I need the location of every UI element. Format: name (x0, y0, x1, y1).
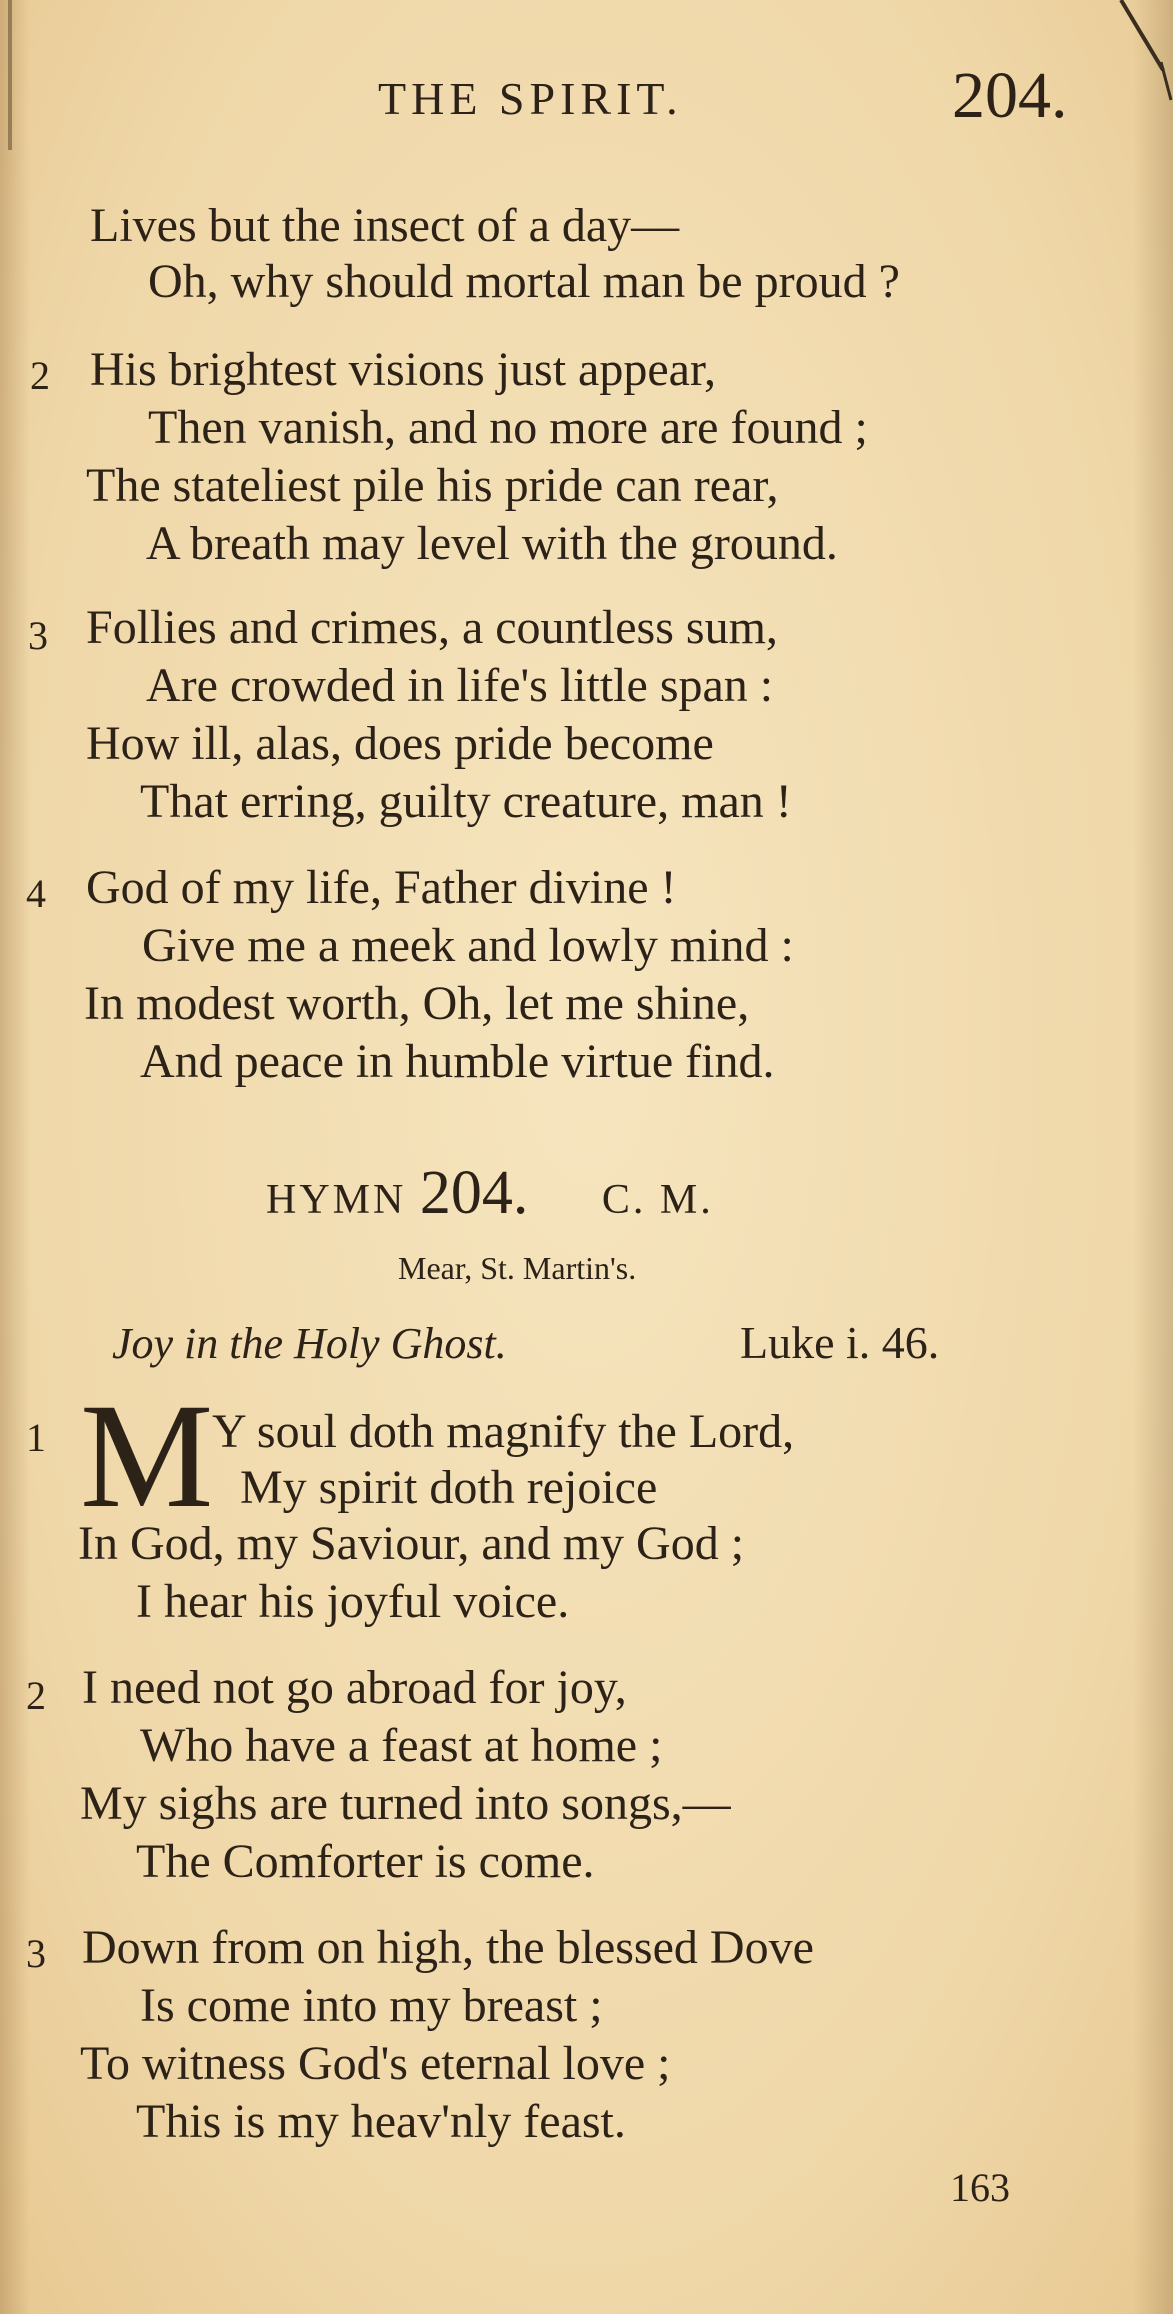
verse-line: And peace in humble virtue find. (140, 1035, 775, 1088)
verse-line: Give me a meek and lowly mind : (142, 919, 794, 972)
page-number: 163 (950, 2165, 1010, 2210)
verse-line: The stateliest pile his pride can rear, (86, 459, 779, 512)
continuation-line-2: Oh, why should mortal man be proud ? (148, 255, 900, 308)
verse-line: A breath may level with the ground. (146, 517, 838, 570)
hymn-heading (266, 1158, 714, 1229)
page-corner-mark (1113, 0, 1173, 110)
verse-line: How ill, alas, does pride become (86, 717, 714, 770)
hymn-subject: Joy in the Holy Ghost. (112, 1319, 507, 1368)
verse-number: 1 (26, 1415, 46, 1460)
verse-number: 4 (26, 871, 46, 916)
hymn-label: HYMN (266, 1177, 407, 1223)
verse-line: My sighs are turned into songs,— (80, 1777, 731, 1830)
running-header: THE SPIRIT. (378, 73, 683, 124)
verse-number: 2 (30, 353, 50, 398)
drop-cap: M (80, 1373, 214, 1539)
verse-line: This is my heav'nly feast. (136, 2095, 626, 2148)
continuation-line-1: Lives but the insect of a day— (90, 199, 680, 252)
verse-line: Down from on high, the blessed Dove (82, 1921, 814, 1974)
verse-line: His brightest visions just appear, (90, 343, 717, 396)
hymn-meter: C. M. (601, 1177, 714, 1223)
page-spine-shadow (8, 0, 12, 150)
verse-line: Then vanish, and no more are found ; (148, 401, 868, 454)
verse-line: Who have a feast at home ; (140, 1719, 663, 1772)
verse-number: 3 (28, 613, 48, 658)
verse-line: Are crowded in life's little span : (146, 659, 774, 712)
verse-line: Follies and crimes, a countless sum, (86, 601, 778, 654)
verse-line: Is come into my breast ; (140, 1979, 603, 2032)
header-hymn-number: 204. (952, 59, 1068, 132)
tune-names: Mear, St. Martin's. (398, 1250, 637, 1286)
verse-line: The Comforter is come. (136, 1835, 595, 1888)
verse-line: My spirit doth rejoice (240, 1461, 658, 1514)
verse-line: In modest worth, Oh, let me shine, (84, 977, 750, 1030)
verse-line: God of my life, Father divine ! (86, 861, 677, 914)
verse-line: To witness God's eternal love ; (80, 2037, 671, 2090)
hymn-number: 204. (419, 1159, 529, 1227)
verse-line: That erring, guilty creature, man ! (140, 775, 792, 828)
scripture-reference: Luke i. 46. (740, 1317, 940, 1368)
verse-number: 2 (26, 1673, 46, 1718)
verse-line: Y soul doth magnify the Lord, (212, 1405, 795, 1458)
verse-line: I need not go abroad for joy, (82, 1661, 627, 1714)
verse-number: 3 (26, 1931, 46, 1976)
verse-line: I hear his joyful voice. (136, 1575, 570, 1628)
verse-line: In God, my Saviour, and my God ; (78, 1517, 745, 1570)
